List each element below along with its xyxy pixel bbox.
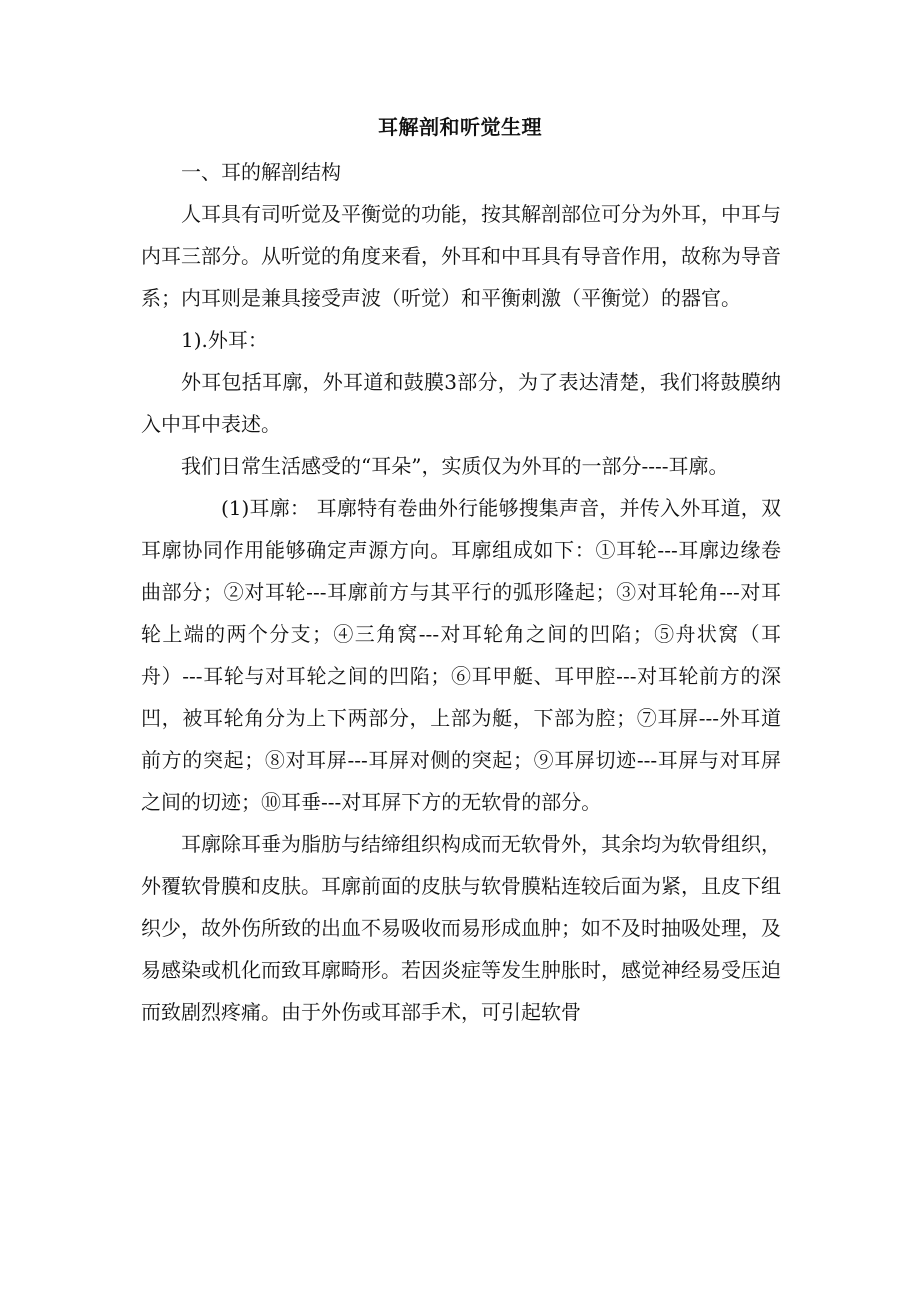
section-heading: 一、耳的解剖结构 <box>181 160 341 184</box>
document-body <box>141 151 781 1033</box>
paragraph-intro: 人耳具有司听觉及平衡觉的功能，按其解剖部位可分为外耳，中耳与内耳三部分。从听觉的角度来看，外耳和中耳具有导音作用，故称为导音系；内耳则是兼具接受声波（听觉）和平衡刺激（平衡觉）的器官。 <box>141 202 781 310</box>
subsection-heading: 1).外耳： <box>181 328 268 352</box>
paragraph-outer-ear: 外耳包括耳廓，外耳道和鼓膜3部分，为了表达清楚，我们将鼓膜纳入中耳中表述。 <box>141 370 781 436</box>
paragraph-auricle-note: 我们日常生活感受的“耳朵”，实质仅为外耳的一部分----耳廓。 <box>181 454 729 478</box>
document-title: 耳解剖和听觉生理 <box>378 115 542 139</box>
paragraph-auricle-tissue: 耳廓除耳垂为脂肪与结缔组织构成而无软骨外，其余均为软骨组织，外覆软骨膜和皮肤。耳廓前面的皮肤与软骨膜粘连较后面为紧，且皮下组织少，故外伤所致的出血不易吸收而易形成血肿；如不及时抽吸处理，及易感染或机化而致耳廓畸形。若因炎症等发生肿胀时，感觉神经易受压迫而致剧烈疼痛。由于外伤或耳部手术，可引起软骨 <box>141 832 781 1024</box>
paragraph-auricle-parts: (1)耳廓： 耳廓特有卷曲外行能够搜集声音，并传入外耳道，双耳廓协同作用能够确定声源方向。耳廓组成如下：①耳轮---耳廓边缘卷曲部分；②对耳轮---耳廓前方与其平行的弧形隆起；③对耳轮角---对耳轮上端的两个分支；④三角窝---对耳轮角之间的凹陷；⑤舟状窝（耳舟）---耳轮与对耳轮之间的凹陷；⑥耳甲艇、耳甲腔---对耳轮前方的深凹，被耳轮角分为上下两部分，上部为艇，下部为腔；⑦耳屏---外耳道前方的突起；⑧对耳屏---耳屏对侧的突起；⑨耳屏切迹---耳屏与对耳屏之间的切迹；⑩耳垂---对耳屏下方的无软骨的部分。 <box>141 496 781 814</box>
